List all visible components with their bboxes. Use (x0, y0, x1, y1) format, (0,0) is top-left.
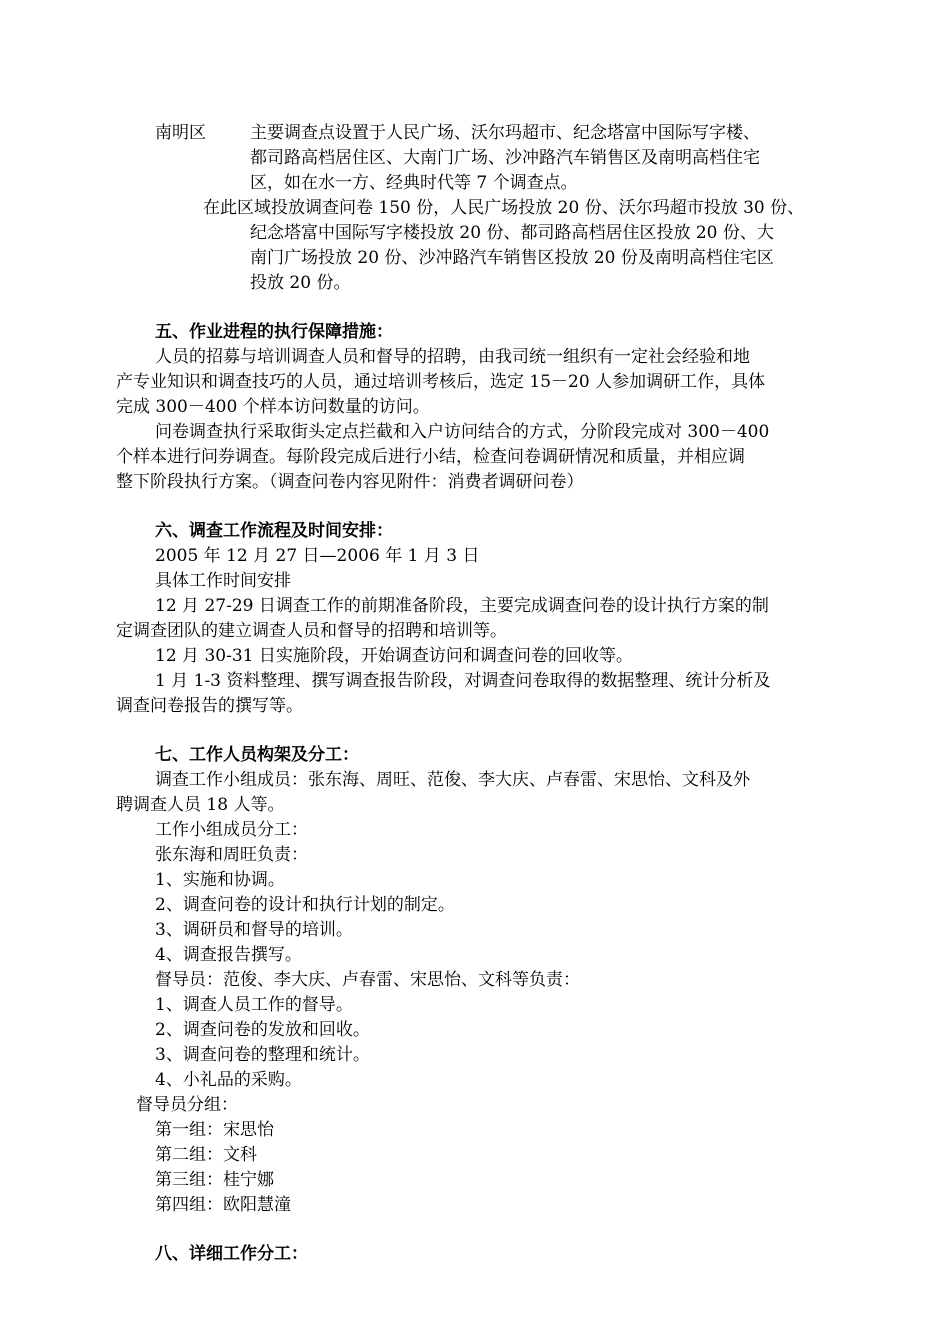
group-item: 第二组：文科 (155, 1145, 257, 1165)
district-alloc-line: 南门广场投放 20 份、沙冲路汽车销售区投放 20 份及南明高档住宅区 (250, 248, 774, 268)
list-item: 2、调查问卷的发放和回收。 (155, 1020, 370, 1040)
paragraph-line: 工作小组成员分工： (155, 820, 308, 840)
section-heading: 六、调查工作流程及时间安排： (155, 521, 393, 541)
list-item: 4、小礼品的采购。 (155, 1070, 302, 1090)
paragraph-line: 12 月 30-31 日实施阶段，开始调查访问和调查问卷的回收等。 (155, 646, 633, 666)
paragraph-line: 督导员：范俊、李大庆、卢春雷、宋思怡、文科等负责： (155, 970, 580, 990)
list-item: 4、调查报告撰写。 (155, 945, 302, 965)
section-heading: 八、详细工作分工： (155, 1244, 308, 1264)
paragraph-line: 人员的招募与培训调查人员和督导的招聘，由我司统一组织有一定社会经验和地 (155, 347, 750, 367)
list-item: 3、调查问卷的整理和统计。 (155, 1045, 370, 1065)
paragraph-line: 调查工作小组成员：张东海、周旺、范俊、李大庆、卢春雷、宋思怡、文科及外 (155, 770, 750, 790)
district-label: 南明区 (155, 123, 206, 143)
section-heading: 七、工作人员构架及分工： (155, 745, 359, 765)
district-alloc-line: 投放 20 份。 (250, 273, 351, 293)
district-desc-line: 主要调查点设置于人民广场、沃尔玛超市、纪念塔富中国际写字楼、 (250, 123, 760, 143)
paragraph-line: 12 月 27-29 日调查工作的前期准备阶段，主要完成调查问卷的设计执行方案的制 (155, 596, 769, 616)
list-item: 1、调查人员工作的督导。 (155, 995, 353, 1015)
paragraph-line: 个样本进行问券调查。每阶段完成后进行小结，检查问卷调研情况和质量，并相应调 (116, 447, 745, 467)
district-alloc-line: 在此区域投放调查问卷 150 份，人民广场投放 20 份、沃尔玛超市投放 30 份、 (203, 198, 805, 218)
paragraph-line: 具体工作时间安排 (155, 571, 291, 591)
paragraph-line: 整下阶段执行方案。（调查问卷内容见附件：消费者调研问卷） (116, 472, 584, 492)
district-desc-line: 都司路高档居住区、大南门广场、沙冲路汽车销售区及南明高档住宅 (250, 148, 760, 168)
paragraph-line: 定调查团队的建立调查人员和督导的招聘和培训等。 (116, 621, 507, 641)
list-item: 1、实施和协调。 (155, 870, 285, 890)
section-heading: 五、作业进程的执行保障措施： (155, 322, 393, 342)
paragraph-line: 督导员分组： (136, 1095, 238, 1115)
group-item: 第四组：欧阳慧潼 (155, 1195, 291, 1215)
paragraph-line: 调查问卷报告的撰写等。 (116, 696, 303, 716)
paragraph-line: 1 月 1-3 资料整理、撰写调查报告阶段，对调查问卷取得的数据整理、统计分析及 (155, 671, 771, 691)
list-item: 2、调查问卷的设计和执行计划的制定。 (155, 895, 455, 915)
list-item: 3、调研员和督导的培训。 (155, 920, 353, 940)
paragraph-line: 聘调查人员 18 人等。 (116, 795, 285, 815)
district-desc-line: 区，如在水一方、经典时代等 7 个调查点。 (250, 173, 578, 193)
paragraph-line: 完成 300－400 个样本访问数量的访问。 (116, 397, 430, 417)
group-item: 第三组：桂宁娜 (155, 1170, 274, 1190)
district-alloc-line: 纪念塔富中国际写字楼投放 20 份、都司路高档居住区投放 20 份、大 (250, 223, 774, 243)
paragraph-line: 张东海和周旺负责： (155, 845, 308, 865)
paragraph-line: 问卷调查执行采取街头定点拦截和入户访问结合的方式，分阶段完成对 300－400 (155, 422, 770, 442)
paragraph-line: 产专业知识和调查技巧的人员，通过培训考核后，选定 15－20 人参加调研工作，具体 (116, 372, 766, 392)
paragraph-line: 2005 年 12 月 27 日—2006 年 1 月 3 日 (155, 546, 480, 566)
group-item: 第一组：宋思怡 (155, 1120, 274, 1140)
